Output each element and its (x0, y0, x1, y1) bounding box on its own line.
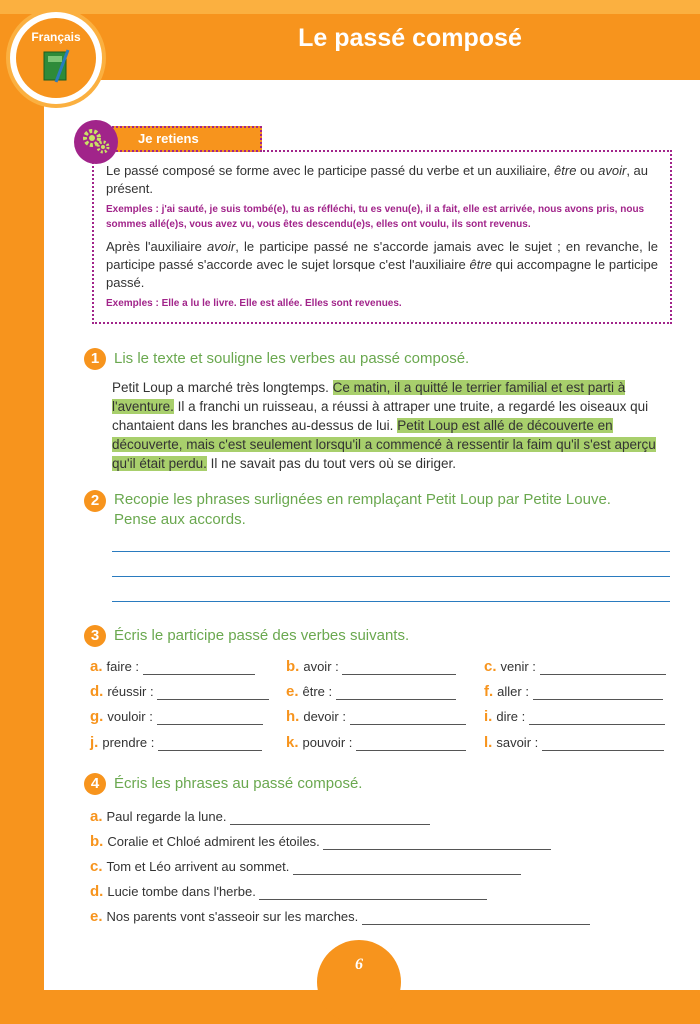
participle-item: e. être : (286, 683, 456, 700)
sentence-item: e. Nos parents vont s'asseoir sur les marches. (90, 908, 590, 925)
answer-blank[interactable] (350, 712, 466, 725)
participle-item: c. venir : (484, 658, 666, 675)
participle-item: k. pouvoir : (286, 734, 466, 751)
retiens-tab (112, 126, 262, 152)
answer-blank[interactable] (542, 738, 664, 751)
examples-2: Exemples : Elle a lu le livre. Elle est allée. Elles sont revenues. (106, 298, 402, 309)
answer-blank[interactable] (540, 662, 666, 675)
answer-blank[interactable] (362, 912, 590, 925)
page-title: Le passé composé (298, 24, 522, 52)
participle-item: j. prendre : (90, 734, 262, 751)
participle-item: l. savoir : (484, 734, 664, 751)
page-number-badge (317, 940, 401, 1024)
examples-1: Exemples : j'ai sauté, je suis tombé(e), tu as réfléchi, tu es venu(e), il a fait, elle est arrivée, nous avons pris, nous sommes allé(e)s, vous avez vu, vous êtes descendu(e)s, elles ont voulu, ils sont revenus. (106, 204, 645, 230)
exercise-3-number: 3 (84, 625, 106, 647)
exercise-3-title: Écris le participe passé des verbes suivants. (114, 627, 410, 644)
exercise-4-number: 4 (84, 773, 106, 795)
sentence-item: a. Paul regarde la lune. (90, 808, 430, 825)
answer-blank[interactable] (356, 738, 466, 751)
answer-blank[interactable] (157, 687, 269, 700)
highlight-1: Ce matin, il a quitté le terrier familial et est parti à l'aventure. (112, 380, 626, 414)
subject-badge (10, 12, 102, 104)
participle-item: f. aller : (484, 683, 663, 700)
writing-line[interactable] (112, 551, 670, 552)
rule-1: Le passé composé se forme avec le participe passé du verbe et un auxiliaire, être ou avoir, au présent. (106, 163, 648, 196)
participle-item: a. faire : (90, 658, 255, 675)
answer-blank[interactable] (533, 687, 663, 700)
answer-blank[interactable] (529, 712, 665, 725)
exercise-4-title: Écris les phrases au passé composé. (114, 775, 363, 792)
answer-blank[interactable] (158, 738, 262, 751)
sentence-item: c. Tom et Léo arrivent au sommet. (90, 858, 521, 875)
answer-blank[interactable] (157, 712, 263, 725)
answer-blank[interactable] (230, 812, 430, 825)
answer-blank[interactable] (143, 662, 255, 675)
writing-line[interactable] (112, 576, 670, 577)
participle-item: i. dire : (484, 708, 665, 725)
sentence-item: d. Lucie tombe dans l'herbe. (90, 883, 487, 900)
exercise-2-title-line1: Recopie les phrases surlignées en remplaçant Petit Loup par Petite Louve. (114, 491, 611, 508)
participle-item: d. réussir : (90, 683, 269, 700)
gear-badge (74, 120, 118, 164)
answer-blank[interactable] (259, 887, 487, 900)
gear-icon (74, 120, 118, 164)
answer-blank[interactable] (293, 862, 521, 875)
sentence-item: b. Coralie et Chloé admirent les étoiles. (90, 833, 551, 850)
highlight-2: Petit Loup est allé de découverte en découverte, mais c'est seulement lorsqu'il a commencé à ressentir la faim qu'il s'est aperçu qu'il était perdu. (112, 418, 656, 471)
exercise-1-title: Lis le texte et souligne les verbes au passé composé. (114, 350, 470, 367)
exercise-1-text: Petit Loup a marché très longtemps. Ce matin, il a quitté le terrier familial et est parti à l'aventure. Il a franchi un ruisseau, a réussi à attraper une truite, a regardé les oiseaux qui chantaient dans les branches au-dessus de lui. Petit Loup est allé de découverte en découverte, mais c'est seulement lorsqu'il a commencé à ressentir la faim qu'il s'est aperçu qu'il était perdu. Il ne savait pas du tout vers où se diriger. (112, 380, 656, 471)
retiens-content (106, 162, 658, 317)
retiens-label: Je retiens (138, 131, 199, 146)
exercise-2-title-line2: Pense aux accords. (114, 511, 246, 528)
answer-blank[interactable] (342, 662, 456, 675)
writing-line[interactable] (112, 601, 670, 602)
answer-blank[interactable] (323, 837, 551, 850)
exercise-2-number: 2 (84, 490, 106, 512)
page-number: 6 (355, 956, 363, 973)
exercise-1-number: 1 (84, 348, 106, 370)
subject-label: Français (31, 30, 81, 44)
rule-2: Après l'auxiliaire avoir, le participe passé ne s'accorde jamais avec le sujet ; en revanche, le participe passé s'accorde avec le sujet lorsque c'est l'auxiliaire être qui accompagne le participe passé. (106, 239, 658, 290)
book-icon (42, 48, 72, 84)
participle-item: b. avoir : (286, 658, 456, 675)
answer-blank[interactable] (336, 687, 456, 700)
participle-item: h. devoir : (286, 708, 466, 725)
participle-item: g. vouloir : (90, 708, 263, 725)
